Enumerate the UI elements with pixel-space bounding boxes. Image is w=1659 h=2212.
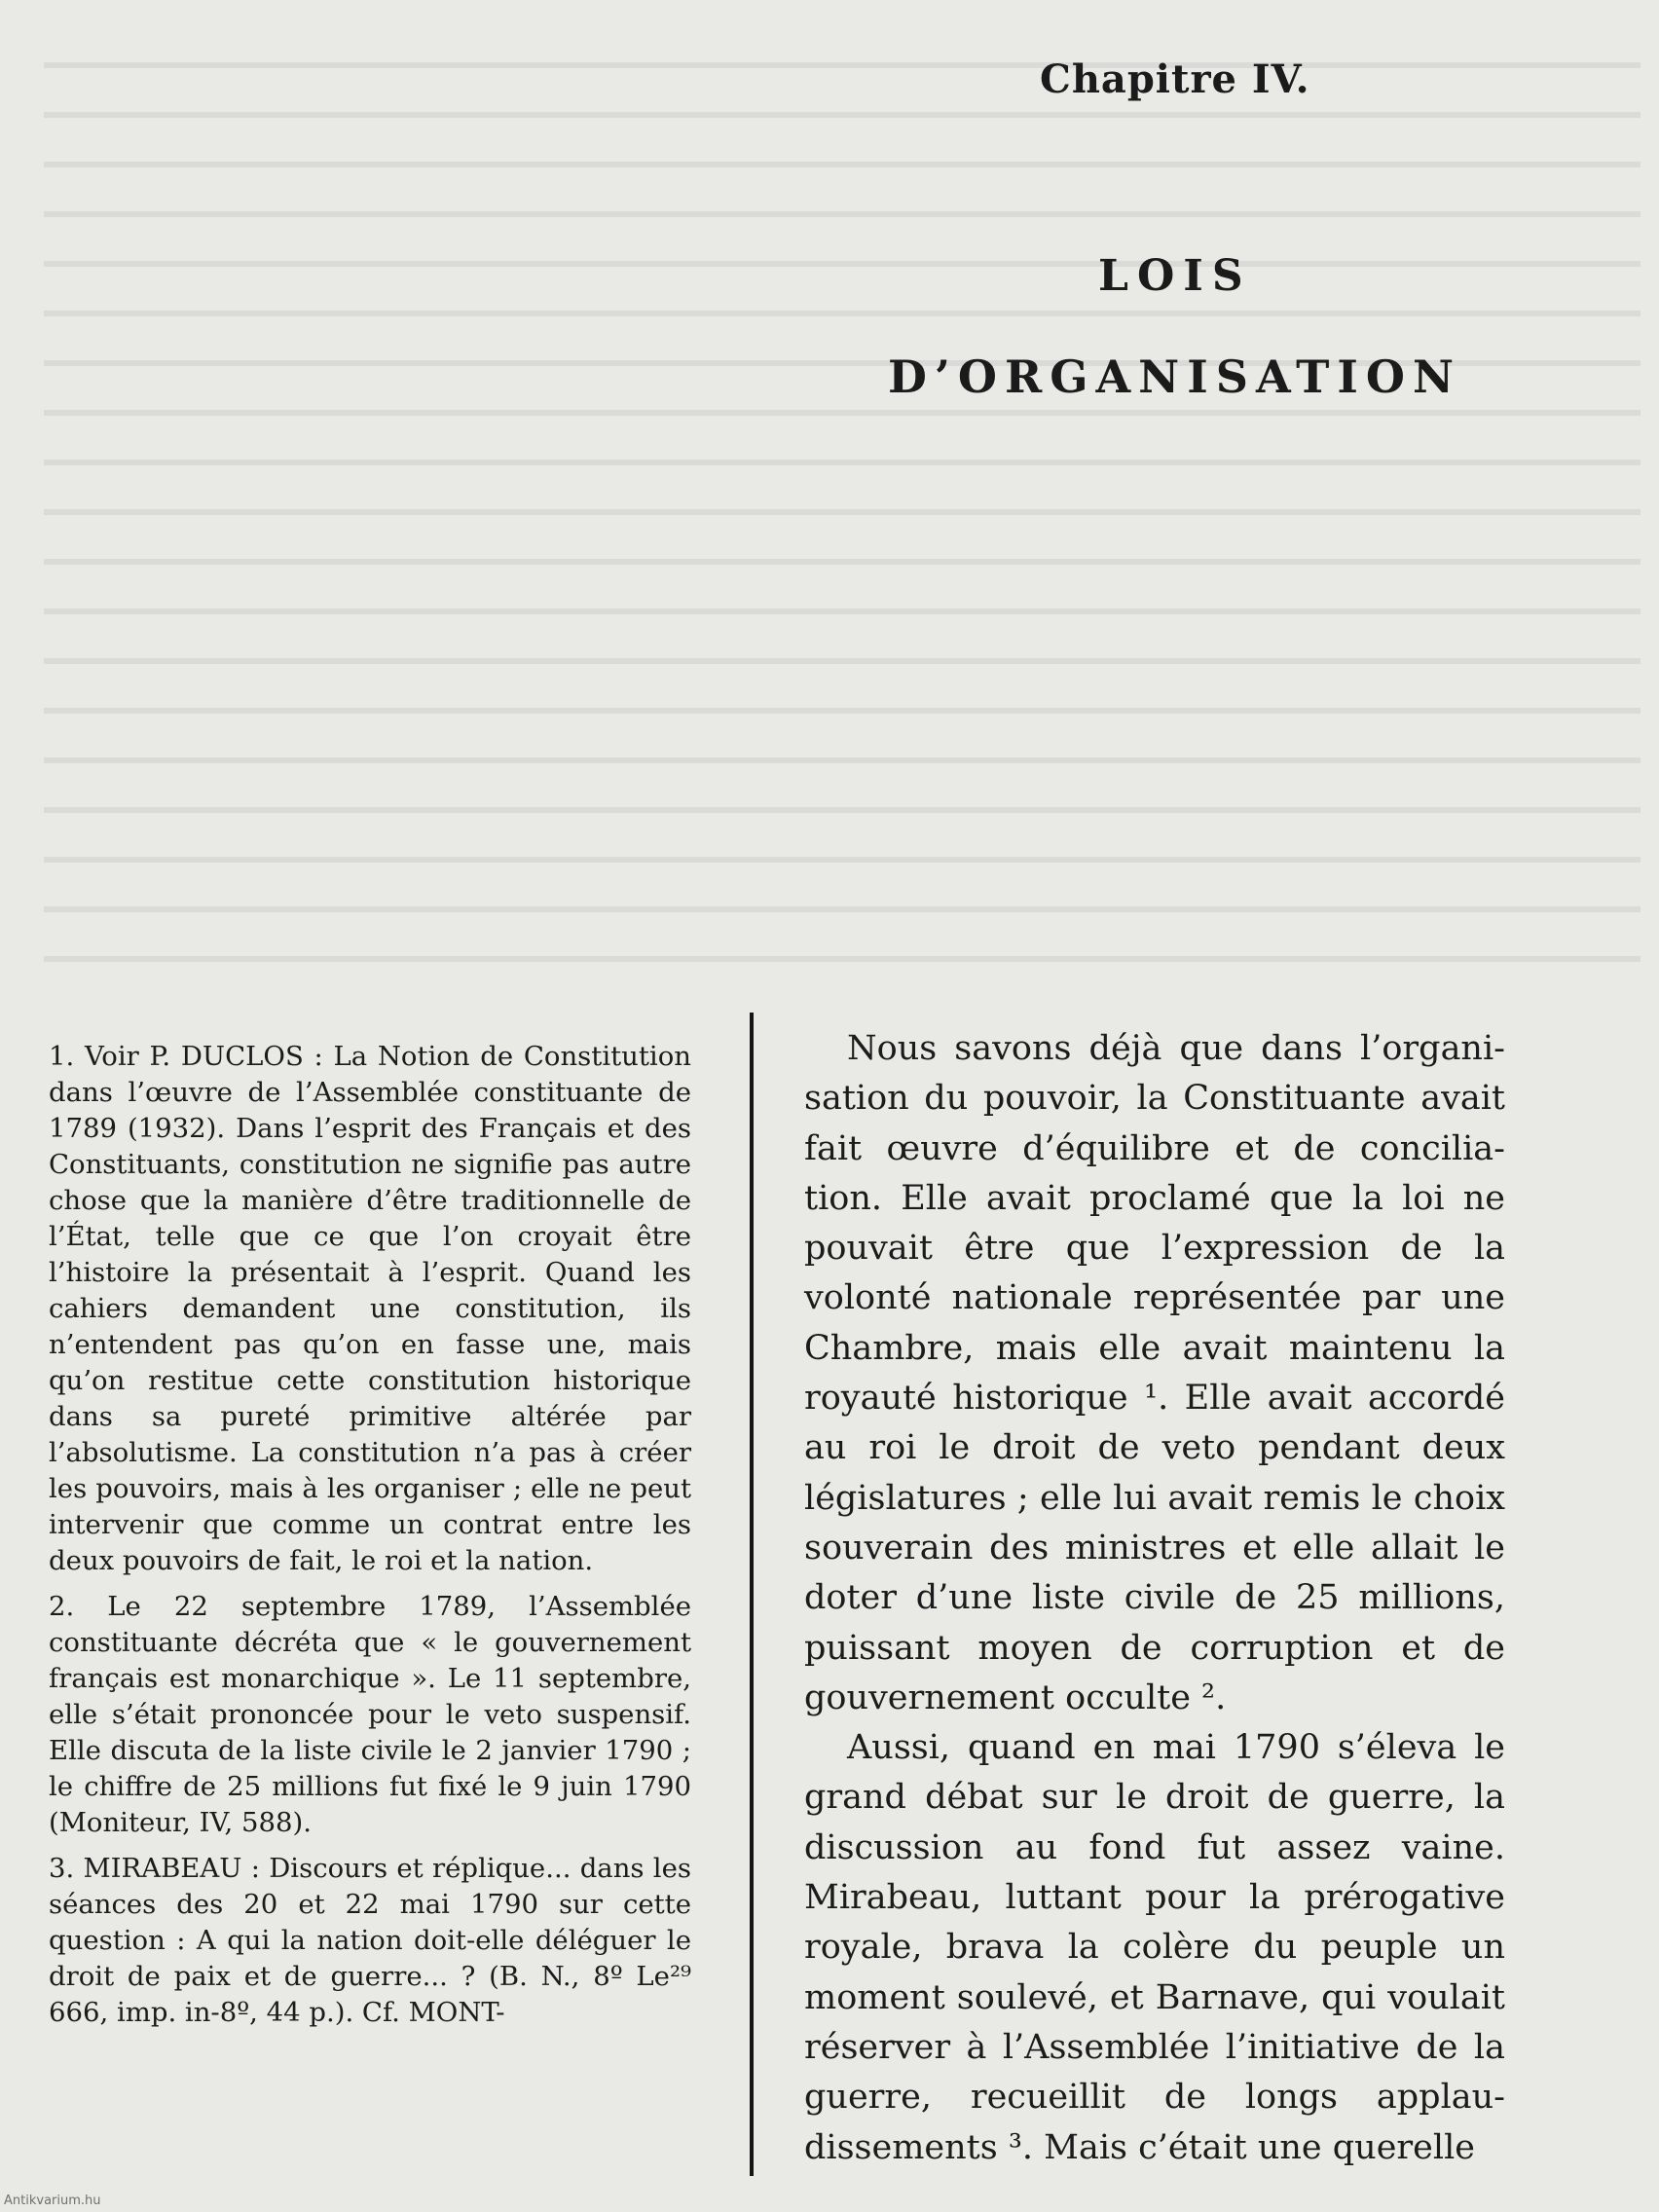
chapter-title-line-2: D’ORGANISATION (888, 350, 1462, 403)
footnotes (49, 1039, 691, 2041)
main-paragraph: Nous savons déjà que dans l’organi-sation du pouvoir, la Constituante avait fait œuvre d’équilibre et de concilia-tion. Elle avait proclamé que la loi ne pouvait être que l’expression de la volonté nationale représentée par une Chambre, mais elle avait maintenu la royauté historique ¹. Elle avait accordé au roi le droit de veto pendant deux législatures ; elle lui avait remis le choix souverain des ministres et elle allait le doter d’une liste civile de 25 millions, puissant moyen de corruption et de gouvernement occulte ². (804, 1029, 1505, 1717)
main-text (804, 1024, 1505, 2173)
footnote-2: 2. Le 22 septembre 1789, l’Assemblée constituante décréta que « le gouvernement français est monarchique ». Le 11 septembre, elle s’était prononcée pour le veto suspensif. Elle discuta de la liste civile le 2 janvier 1790 ; le chiffre de 25 millions fut fixé le 9 juin 1790 (Moniteur, IV, 588). (49, 1591, 691, 1838)
footnote-3: 3. MIRABEAU : Discours et réplique... dans les séances des 20 et 22 mai 1790 sur cette question : A qui la nation doit-elle déléguer le droit de paix et de guerre... ? (B. N., 8º Le²⁹ 666, imp. in-8º, 44 p.). Cf. MONT- (49, 1853, 691, 2028)
show-through-texture (44, 29, 1641, 1003)
chapter-title-line-1: LOIS (1098, 251, 1252, 301)
footnote-1: 1. Voir P. DUCLOS : La Notion de Constitution dans l’œuvre de l’Assemblée constituante de 1789 (1932). Dans l’esprit des Français et des Constituants, constitution ne signifie pas autre chose que la manière d’être traditionnelle de l’État, telle que ce que l’on croyait être l’histoire la présentait à l’esprit. Quand les cahiers demandent une constitution, ils n’entendent pas qu’on en fasse une, mais qu’on restitue cette constitution historique dans sa pureté primitive altérée par l’absolutisme. La constitution n’a pas à créer les pouvoirs, mais à les organiser ; elle ne peut intervenir que comme un contrat entre les deux pouvoirs de fait, le roi et la nation. (49, 1041, 691, 1576)
watermark: Antikvarium.hu (4, 2194, 101, 2208)
column-divider (750, 1013, 754, 2176)
chapter-heading: Chapitre IV. (1040, 56, 1310, 102)
main-paragraph: Aussi, quand en mai 1790 s’éleva le grand débat sur le droit de guerre, la discussion au fond fut assez vaine. Mirabeau, luttant pour la prérogative royale, brava la colère du peuple un moment soulevé, et Barnave, qui voulait réserver à l’Assemblée l’initiative de la guerre, recueillit de longs applau-dissements ³. Mais c’était une querelle (804, 1728, 1505, 2167)
